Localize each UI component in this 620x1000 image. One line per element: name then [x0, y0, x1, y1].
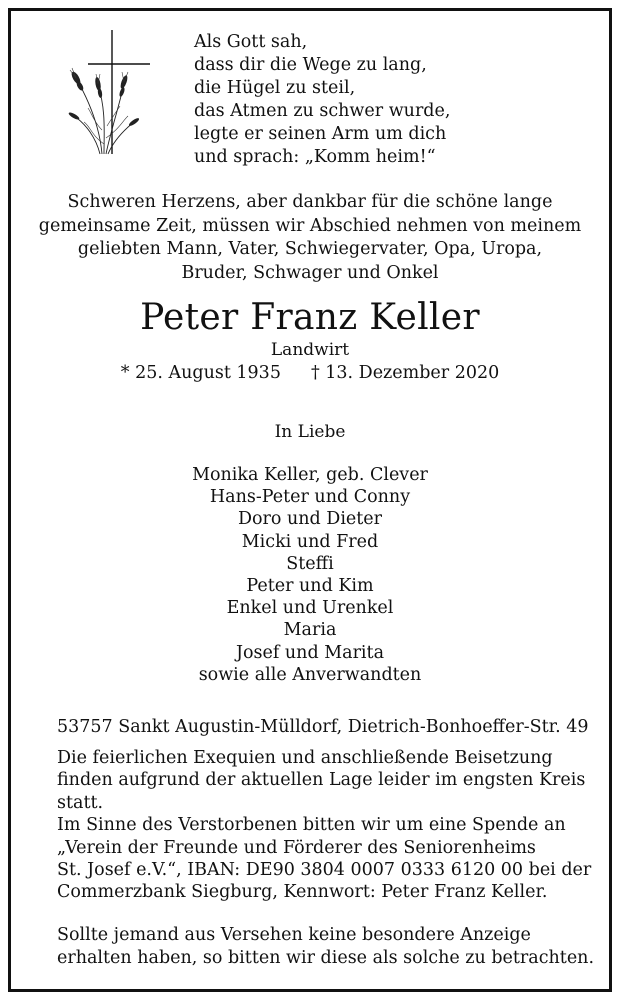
intro-line: Schweren Herzens, aber dankbar für die schöne lange — [67, 192, 553, 212]
funeral-info-line: St. Josef e.V.“, IBAN: DE90 3804 0007 0333 6120 00 bei der — [57, 859, 592, 880]
closing-line: erhalten haben, so bitten wir diese als solche zu betrachten. — [57, 947, 595, 968]
mourner-entry: Peter und Kim — [246, 575, 374, 596]
poem-line: die Hügel zu steil, — [194, 78, 356, 98]
deceased-occupation: Landwirt — [270, 340, 350, 360]
funeral-info-line: Im Sinne des Verstorbenen bitten wir um eine Spende an — [57, 815, 566, 836]
deceased-name: Peter Franz Keller — [140, 297, 480, 338]
poem — [194, 31, 450, 169]
birth-date: * 25. August 1935 — [120, 363, 281, 383]
funeral-info-line: finden aufgrund der aktuellen Lage leider im engsten Kreis — [57, 770, 586, 791]
mourner-entry: Josef und Marita — [235, 642, 384, 663]
family-address: 53757 Sankt Augustin-Mülldorf, Dietrich-Bonhoeffer-Str. 49 — [57, 717, 589, 737]
mourner-entry: Maria — [283, 620, 337, 641]
mourner-entry: sowie alle Anverwandten — [198, 664, 422, 685]
funeral-information — [57, 747, 591, 904]
in-liebe-label: In Liebe — [274, 422, 346, 442]
closing-note — [57, 924, 594, 969]
poem-line: das Atmen zu schwer wurde, — [194, 101, 451, 121]
poem-line: legte er seinen Arm um dich — [194, 124, 447, 144]
life-dates — [0, 361, 620, 385]
mourner-entry: Steffi — [286, 553, 334, 574]
poem-line: und sprach: „Komm heim!“ — [194, 147, 436, 167]
closing-line: Sollte jemand aus Versehen keine besondere Anzeige — [57, 925, 531, 945]
poem-line: Als Gott sah, — [194, 32, 308, 52]
funeral-info-line: statt. — [57, 792, 104, 813]
funeral-info-line: Die feierlichen Exequien und anschließende Beisetzung — [57, 748, 553, 768]
mourner-entry: Hans-Peter und Conny — [209, 487, 411, 508]
intro-line: geliebten Mann, Vater, Schwiegervater, Opa, Uropa, — [77, 239, 543, 259]
mourner-entry: Doro und Dieter — [237, 509, 383, 530]
funeral-info-line: „Verein der Freunde und Förderer des Seniorenheims — [57, 837, 536, 858]
mourners-list — [0, 464, 620, 686]
funeral-info-line: Commerzbank Siegburg, Kennwort: Peter Franz Keller. — [57, 882, 548, 903]
mourner-entry: Enkel und Urenkel — [226, 598, 394, 619]
intro-line: Bruder, Schwager und Onkel — [181, 262, 439, 283]
mourner-entry: Monika Keller, geb. Clever — [192, 465, 428, 485]
intro-text — [0, 191, 620, 285]
cross-with-wheat-icon — [62, 26, 154, 156]
death-date: † 13. Dezember 2020 — [310, 363, 500, 383]
poem-line: dass dir die Wege zu lang, — [194, 55, 427, 75]
mourner-entry: Micki und Fred — [241, 531, 379, 552]
intro-line: gemeinsame Zeit, müssen wir Abschied nehmen von meinem — [38, 215, 582, 236]
